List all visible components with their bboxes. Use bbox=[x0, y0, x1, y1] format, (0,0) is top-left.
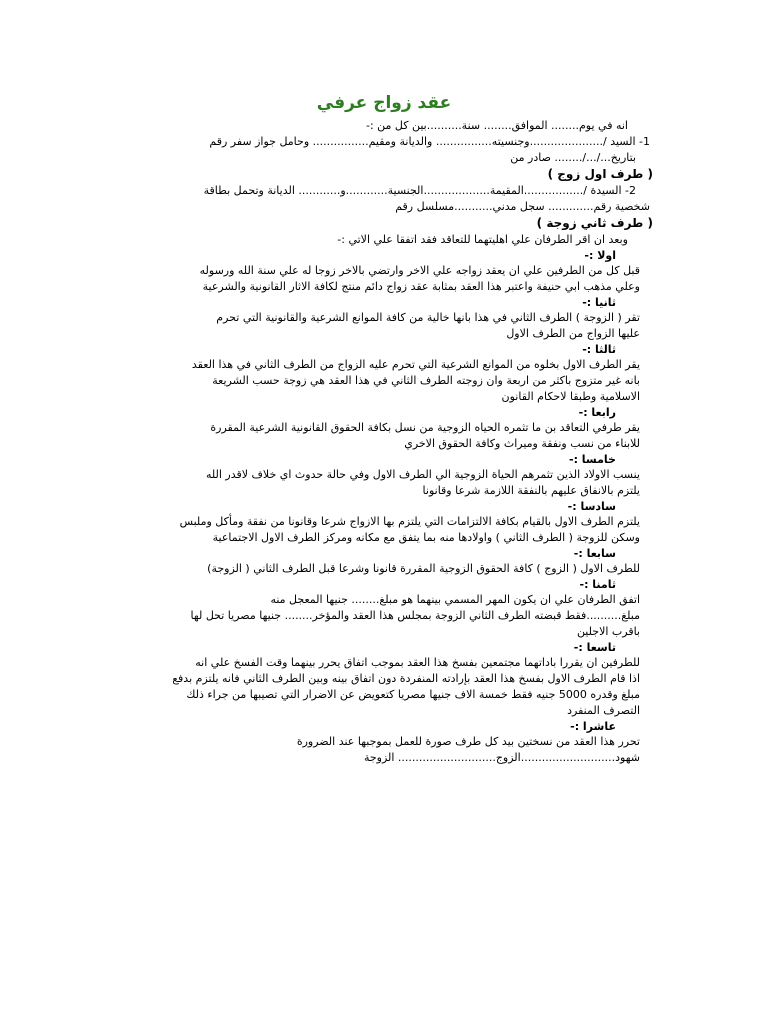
preamble: وبعد ان اقر الطرفان علي اهليتهما للتعاقد فقد اتفقا علي الاتي :- bbox=[337, 233, 628, 246]
section-heading: اولا :- bbox=[584, 249, 616, 262]
section-text-line: مبلغ..........فقط قبضته الطرف الثاني الزوجة بمجلس هذا العقد والمؤخر........ جنيها مصريا تحل لها bbox=[190, 609, 640, 622]
section-heading: سادسا :- bbox=[567, 500, 616, 513]
section-text-line: يقر طرفي التعاقد بن ما تثمره الحياه الزوجية من نسل بكافة الحقوق القانونية الشرعية المقررة bbox=[210, 421, 640, 434]
intro-line: انه في يوم........ الموافق........ سنة..........بين كل من :- bbox=[365, 119, 628, 132]
section-heading: ثالثا :- bbox=[582, 343, 616, 356]
husband-line-1: 1- السيد /.....................وجنسيته................ والديانة ومقيم................ وحامل جواز سفر رقم bbox=[209, 135, 650, 148]
section-text-line: يلتزم بالانفاق عليهم بالنفقة اللازمة شرعا وقانونا bbox=[422, 484, 640, 497]
husband-role: ( طرف اول زوج ) bbox=[547, 167, 653, 181]
section-text-line: ينسب الاولاد الذين تثمرهم الحياة الزوجية الي الطرف الاول وفي حالة حدوث اي خلاف لاقدر الله bbox=[205, 468, 640, 481]
wife-role: ( طرف ثاني زوجة ) bbox=[536, 216, 653, 230]
section-heading: ثانيا :- bbox=[582, 296, 616, 309]
wife-line-2: شخصية رقم............. سجل مدني...........مسلسل رقم bbox=[395, 200, 650, 213]
section-text-line: اذا قام الطرف الاول بفسخ هذا العقد بإرادته المنفردة دون اتفاق بينه وبين الطرف الثاني فانه يلتزم بدفع bbox=[172, 672, 640, 685]
section-text-line: عليها الزواج من الطرف الاول bbox=[506, 327, 640, 340]
section-text-line: يقر الطرف الاول بخلوه من الموانع الشرعية التي تحرم عليه الزواج من الطرف الثاني في هذا العقد bbox=[191, 358, 640, 371]
section-heading: رابعا :- bbox=[578, 406, 616, 419]
section-text-line: بانه غير متزوج باكثر من اربعة وان زوجته الطرف الثاني في هذا العقد هي زوجة حسب الشريعة bbox=[212, 374, 640, 387]
section-text-line: اتفق الطرفان علي ان يكون المهر المسمي بينهما هو مبلغ........ جنيها المعجل منه bbox=[270, 593, 640, 606]
section-text-line: يلتزم الطرف الاول بالقيام بكافة الالتزامات التي يلتزم بها الازواج شرعا وقانونا من نفقة ومأكل وملبس bbox=[179, 515, 640, 528]
section-heading: عاشرا :- bbox=[570, 720, 616, 733]
section-text-line: التصرف المنفرد bbox=[567, 704, 640, 717]
section-text-line: باقرب الاجلين bbox=[576, 625, 640, 638]
section-text-line: مبلغ وقدره 5000 جنيه فقط خمسة الاف جنيها مصريا كتعويض عن الاضرار التي تصيبها من جراء ذلك bbox=[186, 688, 640, 701]
section-heading: خامسا :- bbox=[569, 453, 616, 466]
section-text-line: للطرف الاول ( الزوج ) كافة الحقوق الزوجية المقررة قانونا وشرعا قبل الطرف الثاني ( الزوجة) bbox=[207, 562, 640, 575]
section-text-line: وعلي مذهب ابي حنيفة واعتبر هذا العقد بمثابة عقد زواج دائم منتج لكافة الاثار القانونية والشرعية bbox=[202, 280, 640, 293]
section-text-line: للطرفين ان يقررا باداتهما مجتمعين بفسخ هذا العقد بموجب اتفاق يحرر بينهما وقت الفسخ علي انه bbox=[195, 656, 640, 669]
section-text-line: الاسلامية وطبقا لاحكام القانون bbox=[501, 390, 640, 403]
document-title: عقد زواج عرفي bbox=[316, 93, 452, 113]
section-text-line: تحرر هذا العقد من نسختين بيد كل طرف صورة للعمل بموجبها عند الضرورة bbox=[296, 735, 640, 748]
husband-line-2: بتاريخ.../.../........ صادر من bbox=[510, 151, 636, 164]
section-heading: ثامنا :- bbox=[579, 578, 616, 591]
section-text-line: قبل كل من الطرفين علي ان يعقد زواجه علي الاخر وارتضي بالاخر زوجا له علي سنة الله ورسوله bbox=[199, 264, 640, 277]
section-text-line: تقر ( الزوجة ) الطرف الثاني في هذا بانها خالية من كافة الموانع الشرعية والقانونية التي تحرم bbox=[216, 311, 640, 324]
section-text-line: للابناء من نسب ونفقة وميراث وكافة الحقوق الاخري bbox=[404, 437, 640, 450]
section-heading: سابعا :- bbox=[573, 547, 616, 560]
section-heading: تاسعا :- bbox=[573, 641, 616, 654]
contract-sections bbox=[118, 248, 650, 766]
section-text-line: شهود...........................الزوج............................ الزوجة bbox=[363, 751, 640, 764]
section-text-line: وسكن للزوجة ( الطرف الثاني ) واولادها منه بما يتفق مع مكانه ومركز الطرف الاول الاجتماعية bbox=[212, 531, 640, 544]
wife-line-1: 2- السيدة /.................المقيمة...................الجنسية............و............ الديانة وتحمل بطاقة bbox=[203, 184, 636, 197]
